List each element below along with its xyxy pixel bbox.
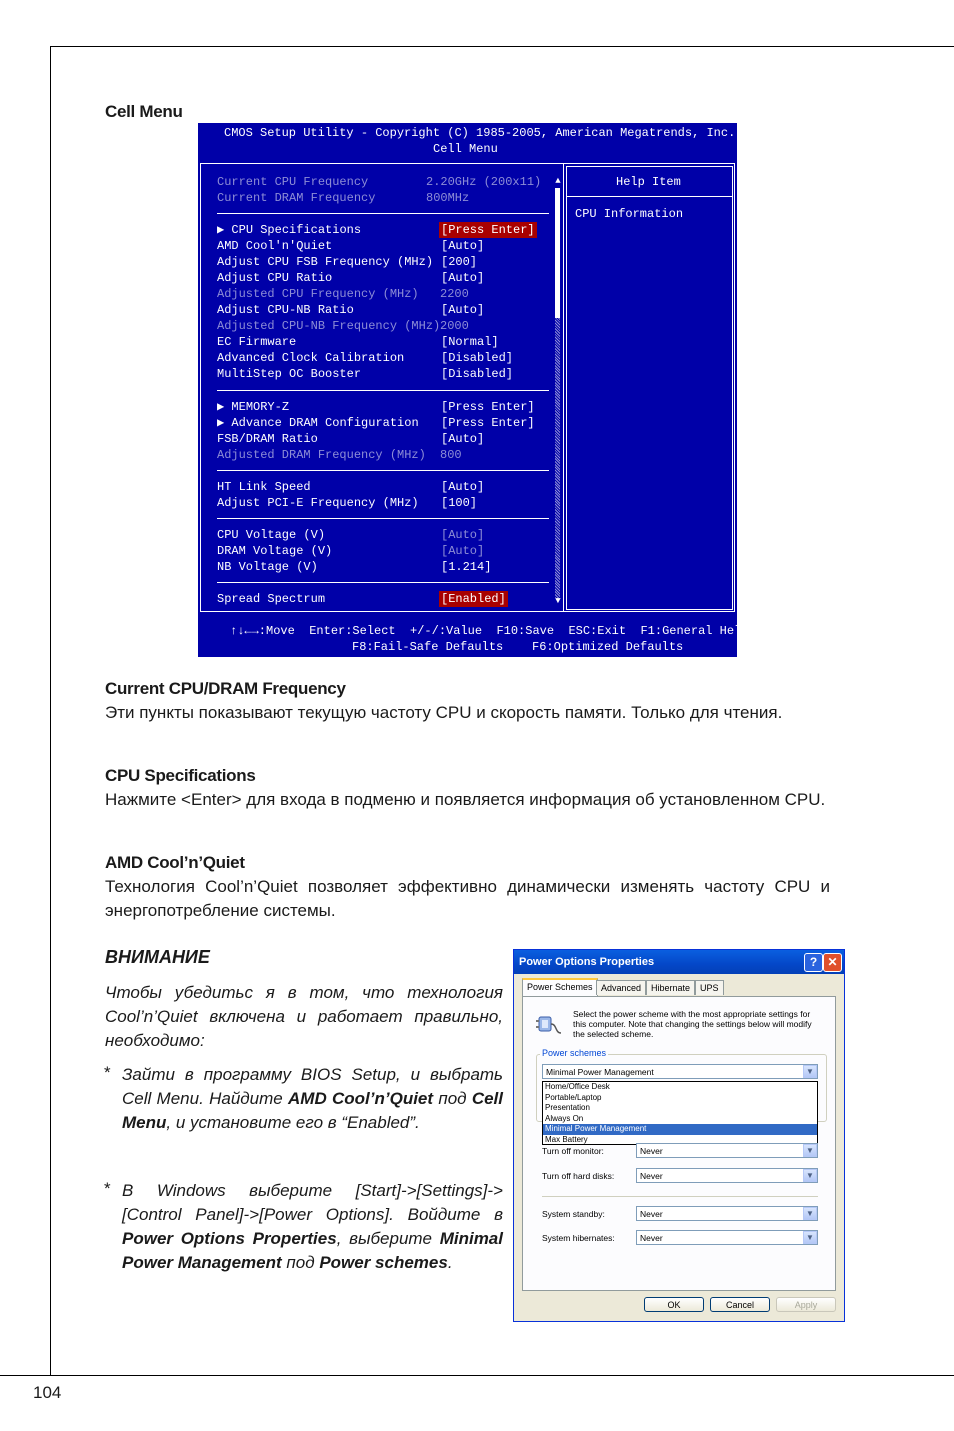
bios-separator: [217, 518, 549, 519]
bios-item-value[interactable]: [Auto]: [441, 544, 485, 558]
note-bold: Cell Menu: [122, 1089, 504, 1132]
power-scheme-selected: Minimal Power Management: [546, 1067, 654, 1077]
note-bold: Power Options Properties: [122, 1229, 337, 1248]
power-schemes-label: Power schemes: [542, 1048, 607, 1058]
bios-item-label[interactable]: CPU Voltage (V): [217, 528, 326, 542]
note-text: Зайти в программу BIOS Setup, и выбрать Cell Menu. Найдите: [122, 1065, 503, 1108]
scroll-down-arrow-icon[interactable]: ▼: [555, 596, 561, 606]
note-text: , и установите его в “Enabled”.: [166, 1113, 420, 1132]
bios-item-value[interactable]: [1.214]: [441, 560, 492, 574]
close-button[interactable]: ✕: [823, 953, 842, 972]
dialog-title: Power Options Properties: [519, 956, 655, 968]
bios-help-separator: [566, 196, 733, 197]
power-scheme-option[interactable]: Presentation: [545, 1103, 590, 1112]
bios-item-value[interactable]: [Auto]: [441, 528, 485, 542]
bios-separator: [217, 390, 549, 391]
note-text: В Windows выберите [Start]->[Settings]->[Control Panel]->[Power Options]. Войдите в: [122, 1181, 503, 1224]
bios-item-label: Current DRAM Frequency: [217, 191, 376, 205]
cell-menu-heading: Cell Menu: [105, 102, 183, 121]
section-text-coolnquiet: Технология Cool’n’Quiet позволяет эффективно динамически изменять частоту CPU и энергопотребление системы.: [105, 877, 830, 920]
note-item-bios: [122, 1063, 503, 1135]
ok-button[interactable]: OK: [644, 1297, 704, 1312]
tab-advanced[interactable]: Advanced: [596, 980, 646, 995]
section-title-frequency: Current CPU/DRAM Frequency: [105, 679, 346, 698]
setting-label: System standby:: [542, 1209, 605, 1219]
scroll-up-arrow-icon[interactable]: ▲: [555, 176, 561, 186]
bios-item-value[interactable]: [Auto]: [441, 239, 485, 253]
bios-item-value[interactable]: [Normal]: [441, 335, 499, 349]
bios-help-text: CPU Information: [575, 207, 684, 221]
note-bold: Minimal Power Management: [122, 1229, 503, 1272]
tab-power-schemes[interactable]: Power Schemes: [522, 978, 598, 997]
power-scheme-option[interactable]: Minimal Power Management: [543, 1124, 817, 1135]
power-scheme-option[interactable]: Always On: [545, 1113, 584, 1123]
power-scheme-option[interactable]: Home/Office Desk: [545, 1082, 610, 1091]
dialog-titlebar[interactable]: [514, 950, 844, 974]
setting-label: Turn off monitor:: [542, 1146, 604, 1156]
hibernate-value: Never: [640, 1233, 663, 1243]
hard-disks-value: Never: [640, 1171, 663, 1181]
bios-item-label[interactable]: EC Firmware: [217, 335, 297, 349]
bios-item-label: Adjusted DRAM Frequency (MHz): [217, 448, 426, 462]
bios-footer-line1: ↑↓←→:Move Enter:Select +/-/:Value F10:Save ESC:Exit F1:General Help: [230, 624, 749, 638]
bios-item-label[interactable]: ▶ MEMORY-Z: [217, 400, 290, 414]
bios-item-value: 2000: [440, 319, 469, 333]
cancel-button[interactable]: Cancel: [710, 1297, 770, 1312]
bios-item-value[interactable]: [Auto]: [441, 303, 485, 317]
note-title: ВНИМАНИЕ: [105, 947, 210, 967]
bios-item-label[interactable]: NB Voltage (V): [217, 560, 318, 574]
bios-help-title: Help Item: [616, 175, 681, 189]
power-scheme-dropdown-list: [542, 1081, 818, 1145]
bullet-marker: *: [104, 1179, 111, 1198]
page-frame-bottom: [0, 1375, 954, 1376]
bios-item-label[interactable]: HT Link Speed: [217, 480, 311, 494]
bios-item-label: Adjusted CPU Frequency (MHz): [217, 287, 419, 301]
note-text: , выберите: [336, 1229, 440, 1248]
bios-item-value[interactable]: [Auto]: [441, 271, 485, 285]
bios-item-label[interactable]: MultiStep OC Booster: [217, 367, 362, 381]
bios-item-label[interactable]: AMD Cool'n'Quiet: [217, 239, 333, 253]
bios-separator: [217, 213, 549, 214]
chevron-down-icon[interactable]: ▼: [803, 1144, 817, 1157]
bios-item-value[interactable]: [200]: [441, 255, 478, 269]
bios-item-label[interactable]: Adjust CPU-NB Ratio: [217, 303, 354, 317]
bios-help-frame: [566, 166, 733, 610]
power-scheme-option[interactable]: Max Battery: [545, 1134, 588, 1144]
chevron-down-icon[interactable]: ▼: [803, 1065, 817, 1078]
bios-footer-line2: F8:Fail-Safe Defaults F6:Optimized Defaults: [352, 640, 684, 654]
bios-item-value[interactable]: [100]: [441, 496, 478, 510]
bios-item-label: Adjusted CPU-NB Frequency (MHz): [217, 319, 441, 333]
chevron-down-icon[interactable]: ▼: [803, 1169, 817, 1182]
chevron-down-icon[interactable]: ▼: [803, 1207, 817, 1220]
note-text: под: [281, 1253, 320, 1272]
bios-item-label[interactable]: DRAM Voltage (V): [217, 544, 333, 558]
power-scheme-select[interactable]: [542, 1064, 818, 1079]
bios-item-label[interactable]: Adjust CPU FSB Frequency (MHz): [217, 255, 434, 269]
help-button[interactable]: ?: [804, 953, 823, 972]
tab-ups[interactable]: UPS: [695, 980, 724, 995]
bios-separator: [217, 582, 549, 583]
bullet-marker: *: [104, 1063, 111, 1082]
bios-screen: [198, 123, 749, 657]
scroll-thumb[interactable]: [555, 188, 560, 318]
bios-item-label[interactable]: Adjust PCI-E Frequency (MHz): [217, 496, 419, 510]
dialog-description: Select the power scheme with the most appropriate settings for this computer. Note that changing the settings below will modify the selected scheme.: [573, 1009, 812, 1039]
bios-title-line: CMOS Setup Utility - Copyright (C) 1985-2005, American Megatrends, Inc.: [224, 126, 736, 140]
note-bold: Power schemes: [319, 1253, 448, 1272]
tab-hibernate[interactable]: Hibernate: [646, 980, 695, 995]
page-frame-top: [50, 46, 954, 47]
bios-item-label[interactable]: FSB/DRAM Ratio: [217, 432, 318, 446]
bios-item-label[interactable]: Spread Spectrum: [217, 592, 326, 606]
bios-item-value: 800MHz: [426, 191, 470, 205]
scroll-track[interactable]: [555, 318, 560, 598]
bios-item-value[interactable]: [Press Enter]: [441, 223, 535, 237]
bios-item-value[interactable]: [Press Enter]: [441, 400, 535, 414]
note-bold: AMD Cool’n’Quiet: [288, 1089, 434, 1108]
power-plug-icon: [535, 1011, 563, 1037]
bios-item-label[interactable]: Adjust CPU Ratio: [217, 271, 333, 285]
bios-item-label: Current CPU Frequency: [217, 175, 369, 189]
bios-item-value[interactable]: [Disabled]: [441, 351, 514, 365]
bios-menu-line: Cell Menu: [433, 142, 498, 156]
bios-separator: [217, 470, 549, 471]
bios-item-value: 800: [440, 448, 462, 462]
bios-item-value[interactable]: [Enabled]: [441, 592, 506, 606]
bios-item-value[interactable]: [Press Enter]: [441, 416, 535, 430]
section-title-coolnquiet: AMD Cool’n’Quiet: [105, 853, 245, 872]
hibernate-select[interactable]: [636, 1230, 818, 1245]
setting-label: Turn off hard disks:: [542, 1171, 615, 1181]
setting-label: System hibernates:: [542, 1233, 615, 1243]
power-scheme-option[interactable]: Portable/Laptop: [545, 1092, 602, 1102]
chevron-down-icon[interactable]: ▼: [803, 1231, 817, 1244]
bios-item-value: 2.20GHz (200x11): [426, 175, 542, 189]
apply-button[interactable]: Apply: [776, 1297, 836, 1312]
bios-item-label[interactable]: ▶ CPU Specifications: [217, 223, 362, 237]
bios-scrollbar[interactable]: [553, 178, 563, 608]
standby-select[interactable]: [636, 1206, 818, 1221]
note-item-windows: [122, 1179, 503, 1275]
page-frame-left: [50, 46, 51, 1375]
page-number: 104: [33, 1383, 62, 1402]
section-text-cpu-specs: Нажмите <Enter> для входа в подменю и появляется информация об установленном CPU.: [105, 790, 826, 809]
bios-item-label[interactable]: Advanced Clock Calibration: [217, 351, 405, 365]
section-title-cpu-specs: CPU Specifications: [105, 766, 256, 785]
note-intro: Чтобы убедитьс я в том, что технология Cool’n’Quiet включена и работает правильно, необходимо:: [105, 983, 503, 1050]
bios-item-label[interactable]: ▶ Advance DRAM Configuration: [217, 416, 419, 430]
standby-value: Never: [640, 1209, 663, 1219]
bios-item-value[interactable]: [Auto]: [441, 432, 485, 446]
bios-item-value[interactable]: [Disabled]: [441, 367, 514, 381]
monitor-value: Never: [640, 1146, 663, 1156]
note-text: под: [433, 1089, 472, 1108]
bios-item-value: 2200: [440, 287, 469, 301]
power-options-dialog: [513, 949, 845, 1322]
hard-disks-select[interactable]: [636, 1168, 818, 1183]
monitor-select[interactable]: [636, 1143, 818, 1158]
bios-divider: [563, 163, 564, 612]
section-text-frequency: Эти пункты показывают текущую частоту CPU и скорость памяти. Только для чтения.: [105, 703, 783, 722]
note-text: .: [447, 1253, 453, 1272]
settings-separator: [542, 1196, 818, 1197]
bios-item-value[interactable]: [Auto]: [441, 480, 485, 494]
